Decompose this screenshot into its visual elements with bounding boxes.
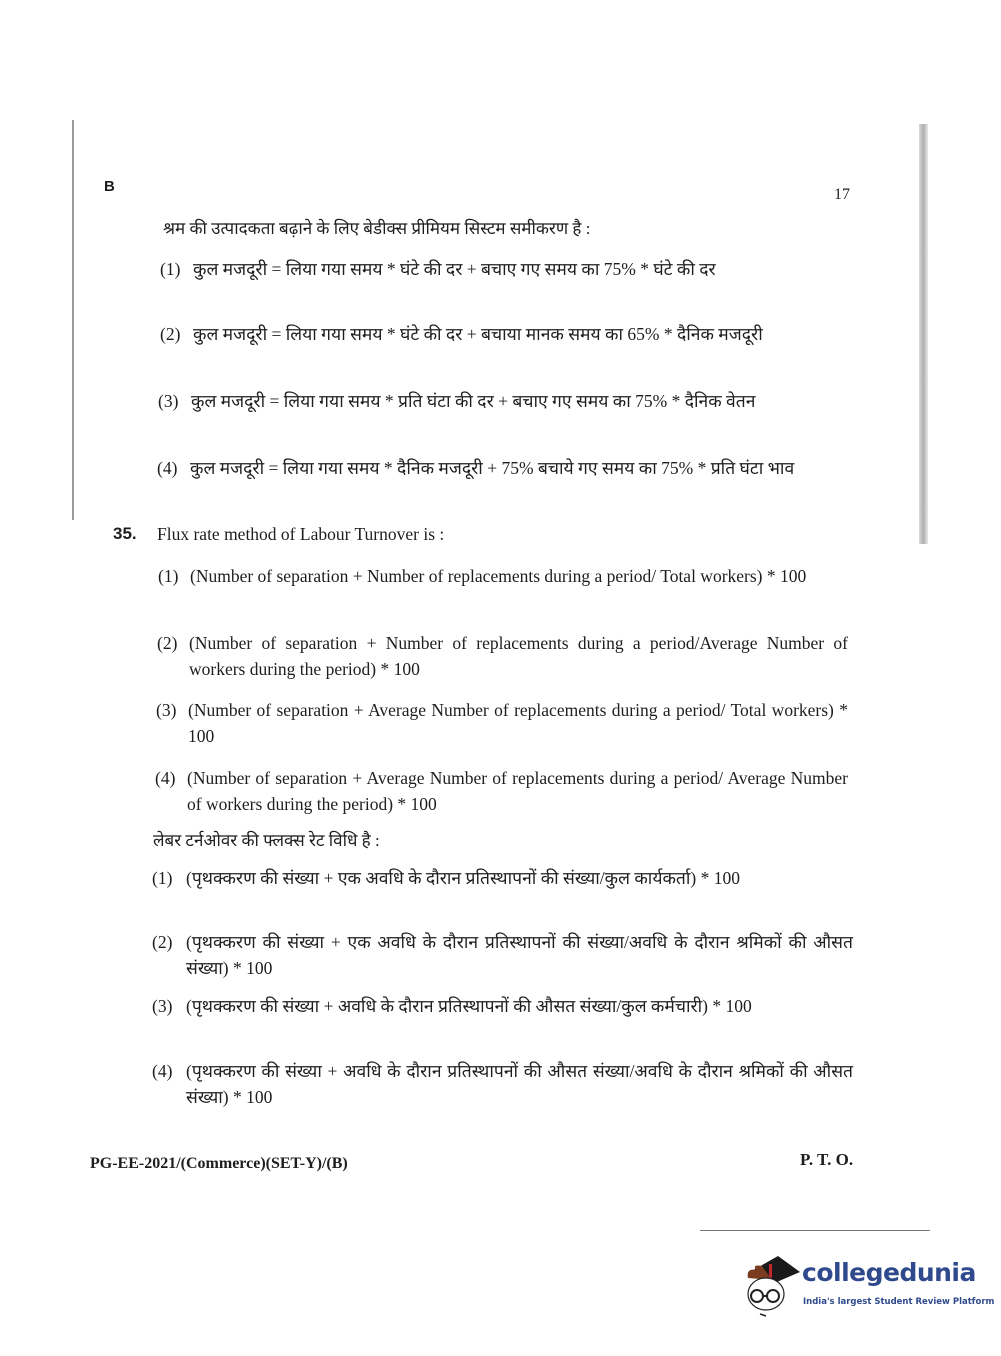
option-label: (4) xyxy=(157,458,178,478)
q34-hindi-option-4 xyxy=(157,455,848,481)
q35-option-1 xyxy=(158,563,848,589)
option-text: (Number of separation + Average Number of replacements during a period/ Total workers) * 100 xyxy=(188,700,848,746)
q35-hindi-option-3 xyxy=(152,993,853,1019)
option-label: (1) xyxy=(158,566,179,586)
option-label: (4) xyxy=(155,768,176,788)
option-text: (Number of separation + Number of replacements during a period/ Total workers) * 100 xyxy=(190,566,807,586)
q35-stem: Flux rate method of Labour Turnover is : xyxy=(157,524,445,544)
q35-hindi-option-4 xyxy=(152,1058,853,1110)
q35-hindi-stem: लेबर टर्नओवर की फ्लक्स रेट विधि है : xyxy=(153,831,380,850)
option-text: (Number of separation + Average Number of replacements during a period/ Average Number of workers during the period) * 100 xyxy=(187,768,848,814)
question-number: 35. xyxy=(113,524,137,543)
option-label: (3) xyxy=(152,996,173,1016)
set-letter: B xyxy=(104,178,115,195)
option-text: कुल मजदूरी = लिया गया समय * घंटे की दर + बचाया मानक समय का 65% * दैनिक मजदूरी xyxy=(193,324,763,344)
q34-hindi-option-1 xyxy=(160,256,848,282)
option-label: (2) xyxy=(157,633,178,653)
scan-edge-left xyxy=(72,120,74,520)
option-text: कुल मजदूरी = लिया गया समय * प्रति घंटा की दर + बचाए गए समय का 75% * दैनिक वेतन xyxy=(191,391,756,411)
option-text: (पृथक्करण की संख्या + अवधि के दौरान प्रतिस्थापनों की औसत संख्या/अवधि के दौरान श्रमिकों की औसत संख्या) * 100 xyxy=(186,1061,853,1107)
q35-hindi-option-2 xyxy=(152,929,853,981)
watermark-brand: collegedunia xyxy=(802,1258,976,1287)
q34-hindi-option-3 xyxy=(158,388,848,414)
page-number: 17 xyxy=(834,186,850,203)
option-text: (पृथक्करण की संख्या + एक अवधि के दौरान प्रतिस्थापनों की संख्या/अवधि के दौरान श्रमिकों की औसत संख्या) * 100 xyxy=(186,932,853,978)
option-text: (पृथक्करण की संख्या + अवधि के दौरान प्रतिस्थापनों की औसत संख्या/कुल कर्मचारी) * 100 xyxy=(186,996,752,1016)
q35-hindi-option-1 xyxy=(152,865,853,891)
option-label: (2) xyxy=(160,324,181,344)
option-label: (3) xyxy=(158,391,179,411)
option-label: (1) xyxy=(152,868,173,888)
scan-edge-right xyxy=(919,124,928,544)
option-text: (Number of separation + Number of replacements during a period/Average Number of workers during the period) * 100 xyxy=(189,633,848,679)
option-label: (1) xyxy=(160,259,181,279)
option-text: (पृथक्करण की संख्या + एक अवधि के दौरान प्रतिस्थापनों की संख्या/कुल कार्यकर्ता) * 100 xyxy=(186,868,740,888)
q34-hindi-stem: श्रम की उत्पादकता बढ़ाने के लिए बेडीक्स प्रीमियम सिस्टम समीकरण है : xyxy=(163,219,591,238)
q35-option-3 xyxy=(156,697,848,749)
option-text: कुल मजदूरी = लिया गया समय * घंटे की दर + बचाए गए समय का 75% * घंटे की दर xyxy=(193,259,716,279)
paper-code: PG-EE-2021/(Commerce)(SET-Y)/(B) xyxy=(90,1155,348,1172)
option-label: (4) xyxy=(152,1061,173,1081)
option-text: कुल मजदूरी = लिया गया समय * दैनिक मजदूरी + 75% बचाये गए समय का 75% * प्रति घंटा भाव xyxy=(190,458,795,478)
option-label: (2) xyxy=(152,932,173,952)
mascot-logo-icon xyxy=(742,1250,802,1320)
q34-hindi-option-2 xyxy=(160,321,848,347)
pto-marker: P. T. O. xyxy=(800,1150,854,1169)
divider xyxy=(700,1230,930,1231)
q35-option-4 xyxy=(155,765,848,817)
q35-option-2 xyxy=(157,630,848,682)
watermark-tagline: India's largest Student Review Platform xyxy=(803,1297,995,1307)
option-label: (3) xyxy=(156,700,177,720)
